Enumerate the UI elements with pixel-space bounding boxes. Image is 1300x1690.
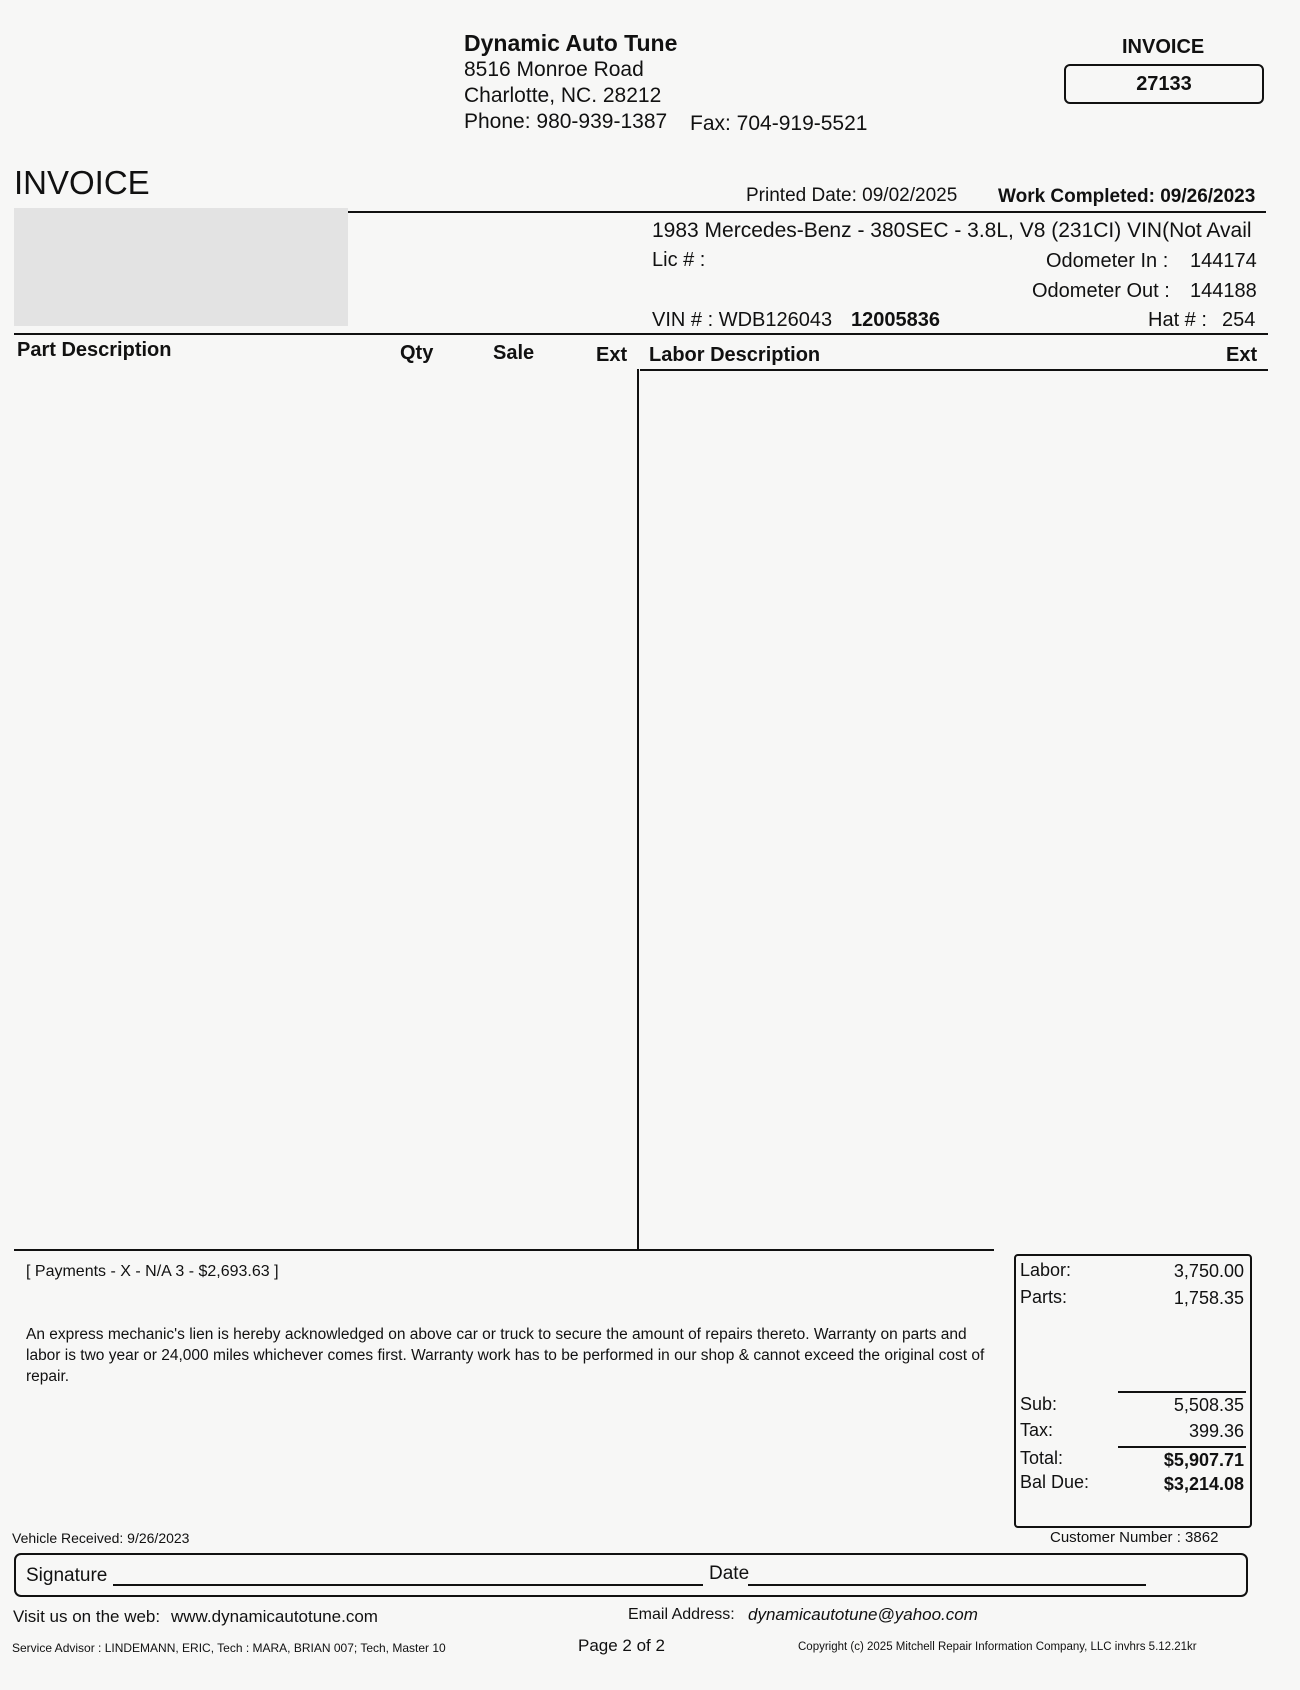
customer-number: Customer Number : 3862 [1050, 1529, 1219, 1546]
tax-total: 399.36 [1188, 1421, 1244, 1441]
vehicle-received: Vehicle Received: 9/26/2023 [12, 1530, 190, 1546]
col-part-description: Part Description [17, 339, 172, 361]
col-ext: Ext [596, 344, 628, 366]
odometer-out-label: Odometer Out : [1032, 280, 1170, 302]
labor-total: 3,750.00 [1173, 1261, 1244, 1281]
vehicle-description: 1983 Mercedes-Benz - 380SEC - 3.8L, V8 (231CI) VIN(Not Avail [652, 219, 1252, 242]
web-label: Visit us on the web: [13, 1607, 161, 1626]
page-title: INVOICE [14, 164, 150, 201]
odometer-in: 144174 [1190, 250, 1257, 272]
odometer-out: 144188 [1190, 280, 1257, 302]
payments-line: [ Payments - X - N/A 3 - $2,693.63 ] [26, 1263, 279, 1280]
copyright: Copyright (c) 2025 Mitchell Repair Information Company, LLC invhrs 5.12.21kr [798, 1641, 1197, 1653]
parts-total: 1,758.35 [1173, 1288, 1244, 1308]
date-label: Date [709, 1563, 750, 1584]
hat-label: Hat # : [1148, 309, 1207, 331]
email-address[interactable]: dynamicautotune@yahoo.com [748, 1605, 978, 1624]
shop-city: Charlotte, NC. 28212 [464, 84, 662, 107]
vin-label: VIN # : WDB126043 [652, 309, 833, 331]
work-completed: Work Completed: 09/26/2023 [998, 186, 1256, 207]
web-url[interactable]: www.dynamicautotune.com [171, 1607, 378, 1626]
odometer-in-label: Odometer In : [1046, 250, 1169, 272]
col-sale: Sale [493, 342, 535, 364]
signature-label: Signature [26, 1565, 108, 1586]
invoice-number: 27133 [1064, 64, 1264, 104]
invoice-label: INVOICE [1122, 36, 1205, 58]
shop-name: Dynamic Auto Tune [464, 30, 678, 56]
balance-due: $3,214.08 [1163, 1474, 1244, 1494]
sub-total: 5,508.35 [1173, 1395, 1244, 1415]
tax-label: Tax: [1020, 1420, 1054, 1440]
page-number: Page 2 of 2 [578, 1636, 665, 1655]
lien-text: An express mechanic's lien is hereby acknowledged on above car or truck to secure the amount of repairs thereto. Warranty on parts and labor is two year or 24,000 miles whichever comes first. Warranty work has to be performed in our shop & cannot exceed the original cost of repair. [26, 1326, 985, 1385]
col-qty: Qty [400, 342, 434, 364]
printed-date: Printed Date: 09/02/2025 [746, 185, 958, 206]
balance-due-label: Bal Due: [1020, 1472, 1090, 1492]
service-advisor: Service Advisor : LINDEMANN, ERIC, Tech : MARA, BRIAN 007; Tech, Master 10 [12, 1641, 446, 1655]
vin-number: 12005836 [851, 309, 940, 331]
lic-label: Lic # : [652, 249, 706, 271]
grand-total-label: Total: [1020, 1448, 1064, 1468]
email-label: Email Address: [628, 1606, 735, 1623]
parts-total-label: Parts: [1020, 1287, 1068, 1307]
hat-number: 254 [1222, 309, 1256, 331]
signature-box [14, 1553, 1248, 1597]
redacted-customer-block [14, 208, 348, 326]
shop-phone: Phone: 980-939-1387 [464, 110, 668, 133]
shop-fax: Fax: 704-919-5521 [690, 112, 868, 135]
grand-total: $5,907.71 [1163, 1450, 1244, 1470]
sub-total-label: Sub: [1020, 1394, 1058, 1414]
col-labor-description: Labor Description [649, 344, 821, 366]
labor-total-label: Labor: [1020, 1260, 1072, 1280]
shop-address: 8516 Monroe Road [464, 58, 644, 81]
col-labor-ext: Ext [1226, 344, 1258, 366]
